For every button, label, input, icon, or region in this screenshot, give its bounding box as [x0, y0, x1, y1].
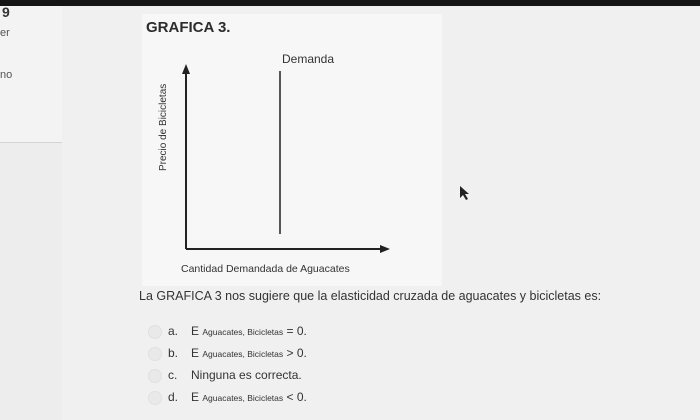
option-d-suffix: < 0.	[286, 390, 307, 404]
option-d-prefix: E	[191, 390, 200, 404]
option-d-subscript: Aguacates, Bicicletas	[202, 393, 284, 403]
y-axis-arrow	[182, 64, 190, 74]
mouse-cursor-icon	[460, 186, 470, 200]
left-panel-corner-text: 9	[2, 4, 10, 20]
option-b-subscript: Aguacates, Bicicletas	[202, 349, 284, 359]
option-b-radio[interactable]	[148, 347, 162, 361]
option-a-prefix: E	[191, 324, 200, 338]
page-title: GRAFICA 3.	[146, 19, 231, 36]
option-a-radio[interactable]	[148, 325, 162, 339]
left-panel-item-2[interactable]: no	[0, 69, 13, 81]
option-a-body	[191, 324, 307, 338]
option-d-radio[interactable]	[148, 391, 162, 405]
option-c-radio[interactable]	[148, 369, 162, 383]
option-d-body	[191, 390, 307, 404]
left-panel	[0, 6, 63, 143]
option-a-letter: a.	[168, 324, 179, 338]
left-panel-item-1[interactable]: er	[0, 27, 10, 39]
option-c-letter: c.	[168, 368, 178, 382]
x-axis-label: Cantidad Demandada de Aguacates	[181, 263, 350, 275]
demand-label: Demanda	[282, 52, 335, 66]
option-a-suffix: = 0.	[286, 324, 307, 338]
option-b-body	[191, 346, 307, 360]
x-axis-arrow	[380, 245, 390, 253]
option-b-letter: b.	[168, 346, 179, 360]
y-axis-label: Precio de Bicicletas	[158, 83, 169, 171]
option-b-suffix: > 0.	[286, 346, 307, 360]
question-content	[62, 6, 700, 420]
option-c-text: Ninguna es correcta.	[191, 368, 302, 382]
question-text: La GRAFICA 3 nos sugiere que la elasticidad cruzada de aguacates y bicicletas es:	[139, 289, 602, 303]
option-b-prefix: E	[191, 346, 200, 360]
option-d-letter: d.	[168, 390, 179, 404]
option-a-subscript: Aguacates, Bicicletas	[202, 327, 284, 337]
demand-chart	[82, 6, 412, 296]
